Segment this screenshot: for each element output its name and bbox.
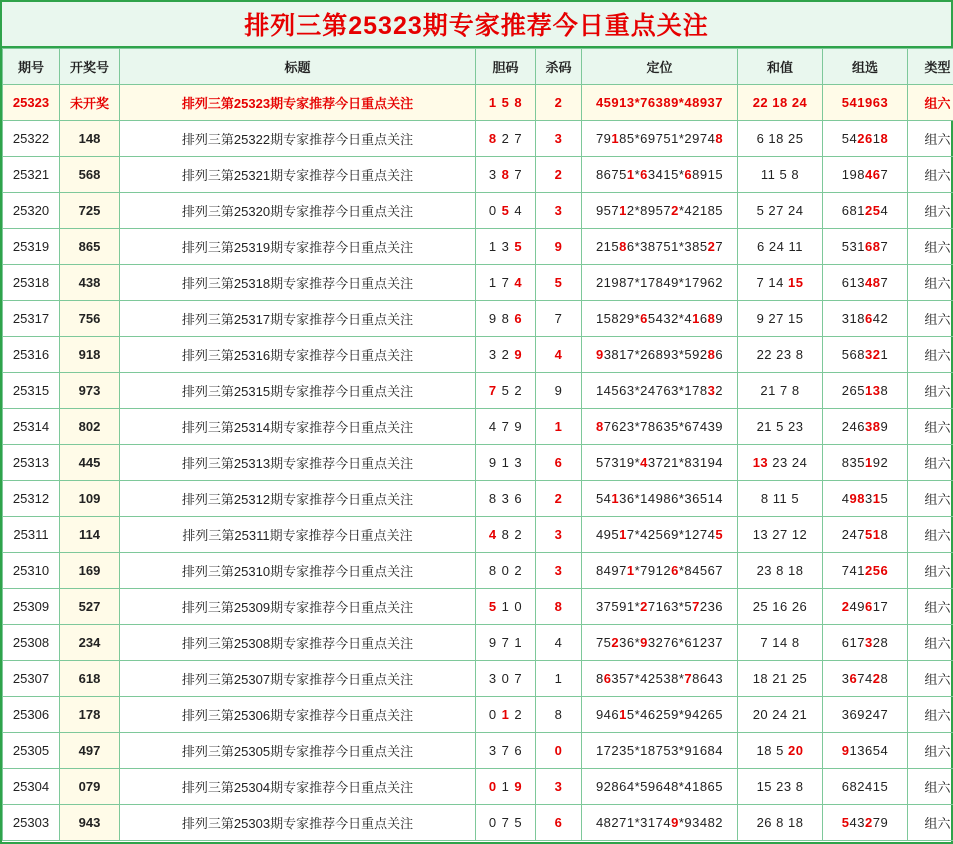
cell-type: 组六 [908, 589, 953, 625]
cell-issue: 25318 [3, 265, 60, 301]
cell-dan: 9 8 6 [476, 301, 536, 337]
table-row[interactable] [3, 805, 953, 841]
table-header [3, 49, 953, 85]
cell-kill: 1 [536, 661, 582, 697]
cell-kill: 2 [536, 157, 582, 193]
table-row[interactable] [3, 445, 953, 481]
cell-title[interactable]: 排列三第25313期专家推荐今日重点关注 [120, 445, 476, 481]
column-header-title: 标题 [120, 49, 476, 85]
cell-issue: 25319 [3, 229, 60, 265]
cell-zx: 613487 [823, 265, 908, 301]
cell-sum: 6 24 11 [738, 229, 823, 265]
cell-draw: 438 [60, 265, 120, 301]
cell-dan: 0 1 9 [476, 769, 536, 805]
cell-draw: 618 [60, 661, 120, 697]
cell-sum: 21 5 23 [738, 409, 823, 445]
cell-pos: 84971*79126*84567 [582, 553, 738, 589]
cell-sum: 5 27 24 [738, 193, 823, 229]
cell-sum: 20 24 21 [738, 697, 823, 733]
cell-zx: 249617 [823, 589, 908, 625]
cell-zx: 543279 [823, 805, 908, 841]
cell-draw: 725 [60, 193, 120, 229]
cell-draw: 918 [60, 337, 120, 373]
cell-zx: 542618 [823, 121, 908, 157]
table-row[interactable] [3, 301, 953, 337]
column-header-draw: 开奖号 [60, 49, 120, 85]
cell-title[interactable]: 排列三第25304期专家推荐今日重点关注 [120, 769, 476, 805]
cell-title[interactable]: 排列三第25323期专家推荐今日重点关注 [120, 85, 476, 121]
cell-zx: 741256 [823, 553, 908, 589]
column-header-type: 类型 [908, 49, 953, 85]
cell-draw: 445 [60, 445, 120, 481]
cell-draw: 943 [60, 805, 120, 841]
cell-sum: 6 18 25 [738, 121, 823, 157]
cell-pos: 45913*76389*48937 [582, 85, 738, 121]
cell-zx: 318642 [823, 301, 908, 337]
cell-draw: 865 [60, 229, 120, 265]
table-row[interactable] [3, 229, 953, 265]
cell-pos: 37591*27163*57236 [582, 589, 738, 625]
cell-draw: 802 [60, 409, 120, 445]
table-row[interactable] [3, 697, 953, 733]
cell-issue: 25323 [3, 85, 60, 121]
cell-sum: 25 16 26 [738, 589, 823, 625]
cell-title[interactable]: 排列三第25319期专家推荐今日重点关注 [120, 229, 476, 265]
cell-draw: 973 [60, 373, 120, 409]
cell-type: 组六 [908, 445, 953, 481]
cell-type: 组六 [908, 301, 953, 337]
cell-title[interactable]: 排列三第25310期专家推荐今日重点关注 [120, 553, 476, 589]
table-row[interactable] [3, 85, 953, 121]
cell-issue: 25303 [3, 805, 60, 841]
table-row[interactable] [3, 121, 953, 157]
cell-sum: 13 23 24 [738, 445, 823, 481]
cell-zx: 367428 [823, 661, 908, 697]
table-row[interactable] [3, 337, 953, 373]
cell-pos: 57319*43721*83194 [582, 445, 738, 481]
cell-kill: 7 [536, 301, 582, 337]
cell-sum: 7 14 15 [738, 265, 823, 301]
cell-kill: 4 [536, 625, 582, 661]
cell-draw: 079 [60, 769, 120, 805]
cell-dan: 1 3 5 [476, 229, 536, 265]
column-header-zx: 组选 [823, 49, 908, 85]
cell-dan: 3 2 9 [476, 337, 536, 373]
cell-type: 组六 [908, 517, 953, 553]
cell-type: 组六 [908, 121, 953, 157]
cell-dan: 3 7 6 [476, 733, 536, 769]
cell-pos: 75236*93276*61237 [582, 625, 738, 661]
cell-kill: 3 [536, 193, 582, 229]
cell-title[interactable]: 排列三第25311期专家推荐今日重点关注 [120, 517, 476, 553]
cell-kill: 9 [536, 373, 582, 409]
page-header [2, 2, 951, 48]
cell-issue: 25311 [3, 517, 60, 553]
cell-pos: 86751*63415*68915 [582, 157, 738, 193]
cell-issue: 25306 [3, 697, 60, 733]
cell-title[interactable]: 排列三第25312期专家推荐今日重点关注 [120, 481, 476, 517]
table-row[interactable] [3, 589, 953, 625]
cell-sum: 18 5 20 [738, 733, 823, 769]
cell-pos: 92864*59648*41865 [582, 769, 738, 805]
cell-draw: 497 [60, 733, 120, 769]
cell-title[interactable]: 排列三第25314期专家推荐今日重点关注 [120, 409, 476, 445]
cell-zx: 617328 [823, 625, 908, 661]
table-row[interactable] [3, 769, 953, 805]
cell-issue: 25308 [3, 625, 60, 661]
cell-kill: 1 [536, 409, 582, 445]
cell-sum: 22 23 8 [738, 337, 823, 373]
table-row[interactable] [3, 265, 953, 301]
cell-pos: 21586*38751*38527 [582, 229, 738, 265]
cell-type: 组六 [908, 157, 953, 193]
cell-type: 组六 [908, 697, 953, 733]
cell-kill: 3 [536, 553, 582, 589]
cell-issue: 25322 [3, 121, 60, 157]
cell-draw: 169 [60, 553, 120, 589]
cell-issue: 25309 [3, 589, 60, 625]
cell-pos: 87623*78635*67439 [582, 409, 738, 445]
cell-sum: 23 8 18 [738, 553, 823, 589]
cell-zx: 246389 [823, 409, 908, 445]
cell-type: 组六 [908, 805, 953, 841]
cell-kill: 3 [536, 121, 582, 157]
cell-issue: 25314 [3, 409, 60, 445]
table-body [3, 85, 953, 841]
cell-type: 组六 [908, 337, 953, 373]
table-row[interactable] [3, 157, 953, 193]
cell-dan: 4 8 2 [476, 517, 536, 553]
cell-type: 组六 [908, 553, 953, 589]
cell-zx: 568321 [823, 337, 908, 373]
page-title: 排列三第25323期专家推荐今日重点关注 [244, 12, 709, 40]
cell-type: 组六 [908, 229, 953, 265]
column-header-sum: 和值 [738, 49, 823, 85]
column-header-pos: 定位 [582, 49, 738, 85]
table-row[interactable] [3, 625, 953, 661]
table-row[interactable] [3, 481, 953, 517]
cell-dan: 8 0 2 [476, 553, 536, 589]
cell-zx: 531687 [823, 229, 908, 265]
cell-issue: 25304 [3, 769, 60, 805]
column-header-kill: 杀码 [536, 49, 582, 85]
cell-zx: 835192 [823, 445, 908, 481]
cell-kill: 2 [536, 481, 582, 517]
cell-kill: 0 [536, 733, 582, 769]
cell-dan: 1 7 4 [476, 265, 536, 301]
cell-sum: 11 5 8 [738, 157, 823, 193]
cell-title[interactable]: 排列三第25303期专家推荐今日重点关注 [120, 805, 476, 841]
cell-issue: 25320 [3, 193, 60, 229]
cell-issue: 25321 [3, 157, 60, 193]
cell-kill: 9 [536, 229, 582, 265]
cell-sum: 22 18 24 [738, 85, 823, 121]
cell-dan: 0 5 4 [476, 193, 536, 229]
cell-title[interactable]: 排列三第25306期专家推荐今日重点关注 [120, 697, 476, 733]
cell-issue: 25317 [3, 301, 60, 337]
cell-zx: 198467 [823, 157, 908, 193]
cell-draw: 756 [60, 301, 120, 337]
cell-pos: 94615*46259*94265 [582, 697, 738, 733]
table-row[interactable] [3, 733, 953, 769]
cell-sum: 18 21 25 [738, 661, 823, 697]
cell-type: 组六 [908, 625, 953, 661]
cell-pos: 17235*18753*91684 [582, 733, 738, 769]
cell-type: 组六 [908, 733, 953, 769]
cell-type: 组六 [908, 265, 953, 301]
cell-dan: 1 5 8 [476, 85, 536, 121]
cell-draw: 114 [60, 517, 120, 553]
cell-type: 组六 [908, 85, 953, 121]
cell-type: 组六 [908, 661, 953, 697]
cell-title[interactable]: 排列三第25321期专家推荐今日重点关注 [120, 157, 476, 193]
cell-title[interactable]: 排列三第25317期专家推荐今日重点关注 [120, 301, 476, 337]
cell-title[interactable]: 排列三第25316期专家推荐今日重点关注 [120, 337, 476, 373]
cell-draw: 109 [60, 481, 120, 517]
cell-title[interactable]: 排列三第25320期专家推荐今日重点关注 [120, 193, 476, 229]
lottery-table [2, 48, 953, 841]
cell-kill: 3 [536, 517, 582, 553]
table-row[interactable] [3, 553, 953, 589]
cell-type: 组六 [908, 373, 953, 409]
cell-kill: 6 [536, 445, 582, 481]
cell-issue: 25305 [3, 733, 60, 769]
cell-dan: 9 7 1 [476, 625, 536, 661]
cell-dan: 5 1 0 [476, 589, 536, 625]
cell-type: 组六 [908, 409, 953, 445]
cell-dan: 8 2 7 [476, 121, 536, 157]
cell-draw: 527 [60, 589, 120, 625]
cell-sum: 13 27 12 [738, 517, 823, 553]
table-row[interactable] [3, 373, 953, 409]
cell-issue: 25307 [3, 661, 60, 697]
table-row[interactable] [3, 409, 953, 445]
cell-sum: 9 27 15 [738, 301, 823, 337]
cell-title[interactable]: 排列三第25318期专家推荐今日重点关注 [120, 265, 476, 301]
cell-kill: 4 [536, 337, 582, 373]
cell-title[interactable]: 排列三第25309期专家推荐今日重点关注 [120, 589, 476, 625]
cell-kill: 2 [536, 85, 582, 121]
cell-sum: 21 7 8 [738, 373, 823, 409]
table-row[interactable] [3, 517, 953, 553]
cell-dan: 0 7 5 [476, 805, 536, 841]
cell-sum: 7 14 8 [738, 625, 823, 661]
cell-zx: 541963 [823, 85, 908, 121]
cell-pos: 14563*24763*17832 [582, 373, 738, 409]
cell-zx: 369247 [823, 697, 908, 733]
column-header-dan: 胆码 [476, 49, 536, 85]
cell-draw: 568 [60, 157, 120, 193]
cell-issue: 25310 [3, 553, 60, 589]
cell-title[interactable]: 排列三第25307期专家推荐今日重点关注 [120, 661, 476, 697]
cell-zx: 682415 [823, 769, 908, 805]
cell-zx: 913654 [823, 733, 908, 769]
cell-pos: 48271*31749*93482 [582, 805, 738, 841]
cell-zx: 498315 [823, 481, 908, 517]
cell-title[interactable]: 排列三第25308期专家推荐今日重点关注 [120, 625, 476, 661]
cell-type: 组六 [908, 481, 953, 517]
cell-zx: 265138 [823, 373, 908, 409]
cell-zx: 247518 [823, 517, 908, 553]
cell-draw: 234 [60, 625, 120, 661]
cell-dan: 8 3 6 [476, 481, 536, 517]
cell-dan: 9 1 3 [476, 445, 536, 481]
table-header-row [3, 49, 953, 85]
cell-type: 组六 [908, 769, 953, 805]
cell-pos: 86357*42538*78643 [582, 661, 738, 697]
cell-type: 组六 [908, 193, 953, 229]
cell-pos: 95712*89572*42185 [582, 193, 738, 229]
cell-dan: 7 5 2 [476, 373, 536, 409]
cell-dan: 3 8 7 [476, 157, 536, 193]
cell-issue: 25313 [3, 445, 60, 481]
cell-dan: 3 0 7 [476, 661, 536, 697]
cell-pos: 54136*14986*36514 [582, 481, 738, 517]
table-row[interactable] [3, 193, 953, 229]
cell-sum: 8 11 5 [738, 481, 823, 517]
cell-issue: 25315 [3, 373, 60, 409]
cell-dan: 0 1 2 [476, 697, 536, 733]
cell-draw: 178 [60, 697, 120, 733]
cell-draw: 148 [60, 121, 120, 157]
cell-pos: 21987*17849*17962 [582, 265, 738, 301]
cell-pos: 93817*26893*59286 [582, 337, 738, 373]
cell-issue: 25312 [3, 481, 60, 517]
cell-zx: 681254 [823, 193, 908, 229]
cell-pos: 49517*42569*12745 [582, 517, 738, 553]
cell-kill: 5 [536, 265, 582, 301]
cell-kill: 8 [536, 697, 582, 733]
cell-sum: 15 23 8 [738, 769, 823, 805]
table-row[interactable] [3, 661, 953, 697]
cell-title[interactable]: 排列三第25322期专家推荐今日重点关注 [120, 121, 476, 157]
cell-draw: 未开奖 [60, 85, 120, 121]
cell-sum: 26 8 18 [738, 805, 823, 841]
cell-kill: 6 [536, 805, 582, 841]
cell-issue: 25316 [3, 337, 60, 373]
column-header-issue: 期号 [3, 49, 60, 85]
cell-pos: 15829*65432*41689 [582, 301, 738, 337]
cell-pos: 79185*69751*29748 [582, 121, 738, 157]
cell-kill: 3 [536, 769, 582, 805]
cell-title[interactable]: 排列三第25315期专家推荐今日重点关注 [120, 373, 476, 409]
cell-dan: 4 7 9 [476, 409, 536, 445]
cell-title[interactable]: 排列三第25305期专家推荐今日重点关注 [120, 733, 476, 769]
cell-kill: 8 [536, 589, 582, 625]
